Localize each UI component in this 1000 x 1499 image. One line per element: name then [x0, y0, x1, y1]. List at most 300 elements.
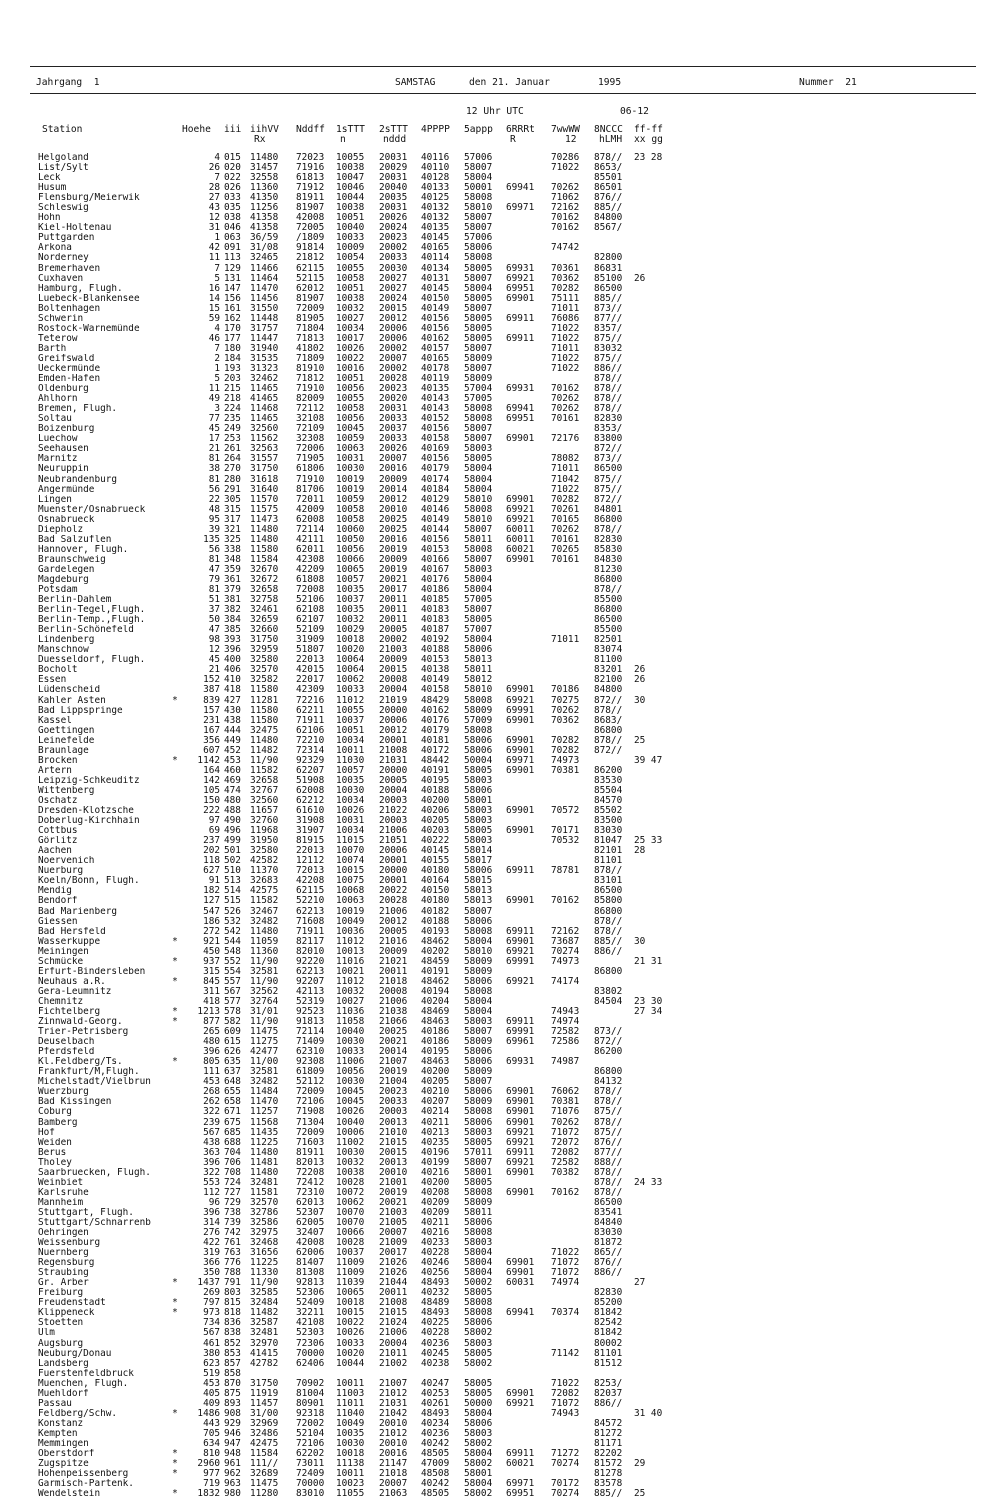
dew-2sttt: 20019 [379, 543, 408, 555]
station-id: 488 [224, 805, 241, 817]
clouds-8nccc: 86500 [594, 614, 623, 626]
dew-2sttt: 20024 [379, 292, 408, 304]
table-row [0, 344, 1000, 354]
temp-1sttt: 10038 [336, 162, 365, 174]
weather-7wwww: 70165 [551, 513, 580, 525]
temp-1sttt: 10020 [336, 1347, 365, 1359]
dew-2sttt: 20008 [379, 985, 408, 997]
station-name: Potsdam [38, 585, 78, 596]
dew-2sttt: 20013 [379, 1156, 408, 1168]
station-name: Magdeburg [38, 574, 89, 585]
weather-7wwww: 70282 [551, 744, 580, 756]
mountain-marker: * [172, 1488, 178, 1499]
tendency-5appp: 58005 [464, 332, 493, 344]
temp-1sttt: 10034 [336, 734, 365, 746]
tendency-5appp: 58008 [464, 1227, 493, 1239]
temp-1sttt: 10045 [336, 423, 365, 435]
clouds-8nccc: 875// [594, 483, 623, 495]
weather-7wwww: 70262 [551, 403, 580, 415]
clouds-8nccc: 83032 [594, 342, 623, 354]
station-id: 815 [224, 1297, 241, 1309]
iihvv-value: 11257 [250, 1106, 279, 1118]
station-name: Ahlhorn [38, 394, 78, 405]
temp-1sttt: 10038 [336, 1166, 365, 1178]
table-row [0, 535, 1000, 545]
temp-1sttt: 10009 [336, 242, 365, 254]
table-row [0, 213, 1000, 223]
pressure-4pppp: 40145 [421, 282, 450, 294]
table-row [0, 907, 1000, 917]
pressure-4pppp: 40228 [421, 1327, 450, 1339]
pressure-4pppp: 40135 [421, 222, 450, 234]
dew-2sttt: 20027 [379, 272, 408, 284]
station-name: Goettingen [38, 725, 95, 736]
station-name: Manschnow [38, 645, 89, 656]
station-height: 81 [208, 584, 220, 596]
temp-1sttt: 10023 [336, 1478, 365, 1490]
weather-7wwww: 70282 [551, 734, 580, 746]
temp-1sttt: 10037 [336, 594, 365, 606]
pressure-4pppp: 40195 [421, 1046, 450, 1058]
tendency-5appp: 58002 [464, 1488, 493, 1499]
weather-7wwww: 71022 [551, 362, 580, 374]
station-height: 363 [203, 1146, 220, 1158]
nddff-value: 42309 [296, 684, 325, 696]
station-height: 380 [203, 1347, 220, 1359]
tendency-5appp: 58007 [464, 212, 493, 224]
dew-2sttt: 20003 [379, 795, 408, 806]
dew-2sttt: 20040 [379, 182, 408, 194]
temp-1sttt: 10060 [336, 523, 365, 535]
pressure-4pppp: 40158 [421, 433, 450, 445]
iihvv-value: 42475 [250, 1438, 279, 1449]
jahrgang-label: Jahrgang 1 [36, 77, 100, 88]
table-row [0, 444, 1000, 454]
temp-1sttt: 10058 [336, 272, 365, 284]
precip-6rrrt: 69911 [506, 312, 535, 324]
temp-1sttt: 10056 [336, 383, 365, 395]
station-height: 519 [203, 1367, 220, 1379]
col-n: n [340, 134, 346, 145]
tendency-5appp: 58006 [464, 1417, 493, 1429]
tendency-5appp: 58006 [464, 734, 493, 746]
weather-7wwww: 74943 [551, 1407, 580, 1419]
gust-ff: 31 40 [634, 1407, 663, 1419]
gust-ff: 26 [634, 664, 646, 676]
nddff-value: 61808 [296, 573, 325, 585]
tendency-5appp: 58008 [464, 724, 493, 736]
pressure-4pppp: 40211 [421, 1216, 450, 1228]
station-name: Berlin-Dahlem [38, 595, 112, 606]
iihvv-value: 32560 [250, 795, 279, 806]
station-height: 461 [203, 1337, 220, 1349]
nddff-value: 72005 [296, 222, 325, 234]
table-row [0, 1007, 1000, 1017]
clouds-8nccc: 886// [594, 1267, 623, 1279]
dew-2sttt: 20010 [379, 1166, 408, 1178]
station-height: 142 [203, 774, 220, 786]
clouds-8nccc: 82100 [594, 674, 623, 686]
precip-6rrrt: 69921 [506, 513, 535, 525]
dew-2sttt: 21016 [379, 935, 408, 947]
table-row [0, 876, 1000, 886]
station-height: 921 [203, 935, 220, 947]
station-height: 42 [208, 242, 220, 254]
mountain-marker: * [172, 754, 178, 766]
dew-2sttt: 21147 [379, 1458, 408, 1470]
weather-7wwww: 71022 [551, 352, 580, 364]
station-name: Hamburg, Flugh. [38, 283, 123, 294]
iihvv-value: 41465 [250, 393, 279, 405]
table-row [0, 917, 1000, 927]
iihvv-value: 11281 [250, 694, 279, 706]
gust-ff: 26 [634, 272, 646, 284]
pressure-4pppp: 48489 [421, 1297, 450, 1309]
station-name: Doberlug-Kirchhain [38, 816, 140, 827]
iihvv-value: 32689 [250, 1468, 279, 1480]
table-row [0, 746, 1000, 756]
nddff-value: 72109 [296, 423, 325, 435]
station-id: 962 [224, 1468, 241, 1480]
clouds-8nccc: 81047 [594, 835, 623, 847]
clouds-8nccc: 86800 [594, 573, 623, 585]
table-row [0, 505, 1000, 515]
tendency-5appp: 57011 [464, 1146, 493, 1158]
clouds-8nccc: 873// [594, 302, 623, 314]
weather-7wwww: 70262 [551, 704, 580, 716]
iihvv-value: 11448 [250, 312, 279, 324]
iihvv-value: 11275 [250, 1036, 279, 1048]
station-height: 26 [208, 162, 220, 174]
pressure-4pppp: 40156 [421, 312, 450, 324]
station-name: Meiningen [38, 946, 89, 957]
tendency-5appp: 58002 [464, 1438, 493, 1449]
pressure-4pppp: 40214 [421, 1106, 450, 1118]
tendency-5appp: 58004 [464, 463, 493, 475]
clouds-8nccc: 82800 [594, 252, 623, 264]
nddff-value: 72006 [296, 443, 325, 455]
table-row [0, 454, 1000, 464]
iihvv-value: 41358 [250, 222, 279, 234]
table-row [0, 1449, 1000, 1459]
clouds-8nccc: 878// [594, 584, 623, 596]
table-row [0, 243, 1000, 253]
station-id: 453 [224, 754, 241, 766]
table-row [0, 203, 1000, 213]
station-id: 147 [224, 282, 241, 294]
dew-2sttt: 20033 [379, 413, 408, 425]
clouds-8nccc: 885// [594, 1488, 623, 1499]
station-name: Lingen [38, 494, 72, 505]
table-row [0, 1248, 1000, 1258]
nddff-value: 72412 [296, 1176, 325, 1188]
weather-7wwww: 71272 [551, 1448, 580, 1460]
clouds-8nccc: 885// [594, 292, 623, 304]
station-id: 361 [224, 573, 241, 585]
table-row [0, 756, 1000, 766]
clouds-8nccc: 872// [594, 493, 623, 505]
pressure-4pppp: 40233 [421, 1237, 450, 1249]
weather-7wwww: 71072 [551, 1397, 580, 1409]
station-name: Straubing [38, 1268, 89, 1279]
tendency-5appp: 58005 [464, 1387, 493, 1399]
clouds-8nccc: 86800 [594, 905, 623, 917]
temp-1sttt: 10013 [336, 945, 365, 957]
station-height: 1486 [197, 1407, 220, 1419]
mountain-marker: * [172, 1056, 178, 1068]
station-height: 150 [203, 795, 220, 806]
table-row [0, 575, 1000, 585]
station-id: 496 [224, 825, 241, 837]
station-name: Michelstadt/Vielbrun [38, 1077, 151, 1088]
temp-1sttt: 10035 [336, 774, 365, 786]
table-row [0, 1308, 1000, 1318]
dew-2sttt: 20011 [379, 604, 408, 616]
weather-7wwww: 73687 [551, 935, 580, 947]
table-row [0, 515, 1000, 525]
temp-1sttt: 10022 [336, 1317, 365, 1329]
iihvv-value: 11481 [250, 1156, 279, 1168]
precip-6rrrt: 69901 [506, 1166, 535, 1178]
pressure-4pppp: 40256 [421, 1267, 450, 1279]
station-id: 704 [224, 1146, 241, 1158]
station-height: 38 [208, 463, 220, 475]
station-id: 400 [224, 654, 241, 666]
station-id: 270 [224, 463, 241, 475]
weather-7wwww: 74973 [551, 754, 580, 766]
pressure-4pppp: 40200 [421, 1176, 450, 1188]
station-id: 544 [224, 935, 241, 947]
tendency-5appp: 58008 [464, 985, 493, 997]
iihvv-value: 32959 [250, 644, 279, 656]
station-height: 719 [203, 1478, 220, 1490]
station-name: Oschatz [38, 796, 78, 806]
clouds-8nccc: 872// [594, 1036, 623, 1048]
station-name: Gr. Arber [38, 1278, 89, 1289]
nddff-value: 72210 [296, 734, 325, 746]
station-name: Angermünde [38, 484, 95, 495]
station-name: Boizenburg [38, 424, 95, 435]
tendency-5appp: 50001 [464, 182, 493, 194]
station-height: 45 [208, 654, 220, 666]
table-row [0, 1198, 1000, 1208]
pressure-4pppp: 40143 [421, 393, 450, 405]
dew-2sttt: 20024 [379, 222, 408, 234]
dew-2sttt: 20007 [379, 1478, 408, 1490]
station-id: 235 [224, 413, 241, 425]
precip-6rrrt: 69901 [506, 714, 535, 726]
pressure-4pppp: 40116 [421, 152, 450, 163]
nddff-value: 71812 [296, 373, 325, 385]
station-name: Barth [38, 343, 67, 354]
clouds-8nccc: 873// [594, 453, 623, 465]
tendency-5appp: 58007 [464, 523, 493, 535]
pressure-4pppp: 40246 [421, 1257, 450, 1269]
day-label: SAMSTAG [395, 77, 436, 88]
precip-6rrrt: 69921 [506, 1397, 535, 1409]
nddff-value: 71916 [296, 162, 325, 174]
pressure-4pppp: 40188 [421, 915, 450, 927]
table-row [0, 685, 1000, 695]
temp-1sttt: 10065 [336, 1287, 365, 1299]
station-height: 45 [208, 423, 220, 435]
nddff-value: 21812 [296, 252, 325, 264]
temp-1sttt: 10037 [336, 714, 365, 726]
iihvv-value: 11480 [250, 152, 279, 163]
temp-1sttt: 10011 [336, 1468, 365, 1480]
station-id: 427 [224, 694, 241, 706]
nddff-value: 71304 [296, 1116, 325, 1128]
nummer-label: Nummer 21 [799, 77, 857, 88]
pressure-4pppp: 40186 [421, 1036, 450, 1048]
pressure-4pppp: 40247 [421, 1377, 450, 1389]
iihvv-value: 11582 [250, 764, 279, 776]
table-row [0, 1057, 1000, 1067]
dew-2sttt: 21008 [379, 1297, 408, 1309]
tendency-5appp: 58009 [464, 1066, 493, 1078]
station-id: 761 [224, 1237, 241, 1249]
pressure-4pppp: 48505 [421, 1448, 450, 1460]
nddff-value: 81308 [296, 1267, 325, 1279]
temp-1sttt: 11011 [336, 1397, 365, 1409]
clouds-8nccc: 8353/ [594, 423, 623, 435]
dew-2sttt: 20009 [379, 654, 408, 666]
clouds-8nccc: 878// [594, 373, 623, 385]
tendency-5appp: 58007 [464, 423, 493, 435]
pressure-4pppp: 40131 [421, 272, 450, 284]
temp-1sttt: 10031 [336, 815, 365, 827]
weather-7wwww: 70374 [551, 1307, 580, 1319]
tendency-5appp: 58008 [464, 1307, 493, 1319]
tendency-5appp: 58006 [464, 1317, 493, 1329]
clouds-8nccc: 85500 [594, 594, 623, 606]
iihvv-value: 11480 [250, 925, 279, 937]
station-height: 157 [203, 704, 220, 716]
precip-6rrrt: 69921 [506, 694, 535, 706]
station-name: Teterow [38, 333, 78, 344]
station-id: 582 [224, 1016, 241, 1028]
pressure-4pppp: 48508 [421, 1468, 450, 1480]
iihvv-value: 11447 [250, 332, 279, 344]
table-row [0, 716, 1000, 726]
station-id: 264 [224, 453, 241, 465]
precip-6rrrt: 69911 [506, 925, 535, 937]
pressure-4pppp: 40242 [421, 1478, 450, 1490]
table-row [0, 424, 1000, 434]
tendency-5appp: 58003 [464, 805, 493, 817]
dew-2sttt: 20014 [379, 1046, 408, 1058]
dew-2sttt: 20004 [379, 1337, 408, 1349]
table-row [0, 675, 1000, 685]
clouds-8nccc: 81842 [594, 1307, 623, 1319]
station-name: Schmücke [38, 956, 84, 967]
station-id: 382 [224, 604, 241, 616]
col-xxgg: xx gg [634, 134, 663, 145]
precip-6rrrt: 69911 [506, 332, 535, 344]
station-id: 567 [224, 985, 241, 997]
clouds-8nccc: 81230 [594, 563, 623, 575]
station-id: 410 [224, 674, 241, 686]
station-id: 635 [224, 1056, 241, 1068]
pressure-4pppp: 40165 [421, 352, 450, 364]
station-height: 3 [214, 403, 220, 415]
iihvv-value: 11/90 [250, 975, 279, 987]
table-row [0, 1469, 1000, 1479]
clouds-8nccc: 865// [594, 1247, 623, 1259]
pressure-4pppp: 40209 [421, 1206, 450, 1218]
nddff-value: 61610 [296, 805, 325, 817]
clouds-8nccc: 84840 [594, 1216, 623, 1228]
precip-6rrrt: 69941 [506, 403, 535, 415]
station-id: 418 [224, 684, 241, 696]
temp-1sttt: 10057 [336, 764, 365, 776]
station-height: 973 [203, 1307, 220, 1319]
dew-2sttt: 20010 [379, 503, 408, 515]
dew-2sttt: 20011 [379, 614, 408, 626]
clouds-8nccc: 84801 [594, 503, 623, 515]
iihvv-value: 32486 [250, 1427, 279, 1439]
weather-7wwww: 70161 [551, 553, 580, 565]
weather-7wwww: 71022 [551, 1377, 580, 1389]
nddff-value: 72106 [296, 1438, 325, 1449]
tendency-5appp: 58004 [464, 282, 493, 294]
nddff-value: 62310 [296, 1046, 325, 1058]
tendency-5appp: 58007 [464, 272, 493, 284]
tendency-5appp: 50000 [464, 1397, 493, 1409]
iihvv-value: 11568 [250, 1116, 279, 1128]
nddff-value: 62202 [296, 1448, 325, 1460]
dew-2sttt: 21003 [379, 644, 408, 656]
dew-2sttt: 21006 [379, 995, 408, 1007]
iihvv-value: 11584 [250, 553, 279, 565]
precip-6rrrt: 69921 [506, 503, 535, 515]
temp-1sttt: 10035 [336, 1427, 365, 1439]
clouds-8nccc: 888// [594, 1156, 623, 1168]
table-row [0, 1238, 1000, 1248]
station-name: Schwerin [38, 313, 84, 324]
tendency-5appp: 58001 [464, 1166, 493, 1178]
station-height: 7 [214, 172, 220, 184]
weather-7wwww: 70532 [551, 835, 580, 847]
table-row [0, 967, 1000, 977]
temp-1sttt: 11012 [336, 935, 365, 947]
iihvv-value: 32582 [250, 674, 279, 686]
tendency-5appp: 58008 [464, 925, 493, 937]
tendency-5appp: 58004 [464, 1448, 493, 1460]
station-name: Bad Hersfeld [38, 926, 106, 937]
nddff-value: 71905 [296, 453, 325, 465]
station-name: Duesseldorf, Flugh. [38, 655, 146, 666]
dew-2sttt: 21010 [379, 1126, 408, 1138]
iihvv-value: 42782 [250, 1357, 279, 1369]
dew-2sttt: 20016 [379, 1448, 408, 1460]
temp-1sttt: 10049 [336, 1417, 365, 1429]
temp-1sttt: 10026 [336, 342, 365, 354]
station-name: Essen [38, 675, 67, 686]
station-height: 98 [208, 634, 220, 646]
iihvv-value: 111// [250, 1458, 279, 1470]
nddff-value: 62107 [296, 614, 325, 626]
station-height: 31 [208, 222, 220, 234]
pressure-4pppp: 40253 [421, 1387, 450, 1399]
iihvv-value: 11580 [250, 684, 279, 696]
station-name: Passau [38, 1398, 72, 1409]
table-row [0, 1369, 1000, 1379]
pressure-4pppp: 48442 [421, 754, 450, 766]
nddff-value: 72409 [296, 1468, 325, 1480]
station-id: 452 [224, 744, 241, 756]
temp-1sttt: 10047 [336, 172, 365, 184]
